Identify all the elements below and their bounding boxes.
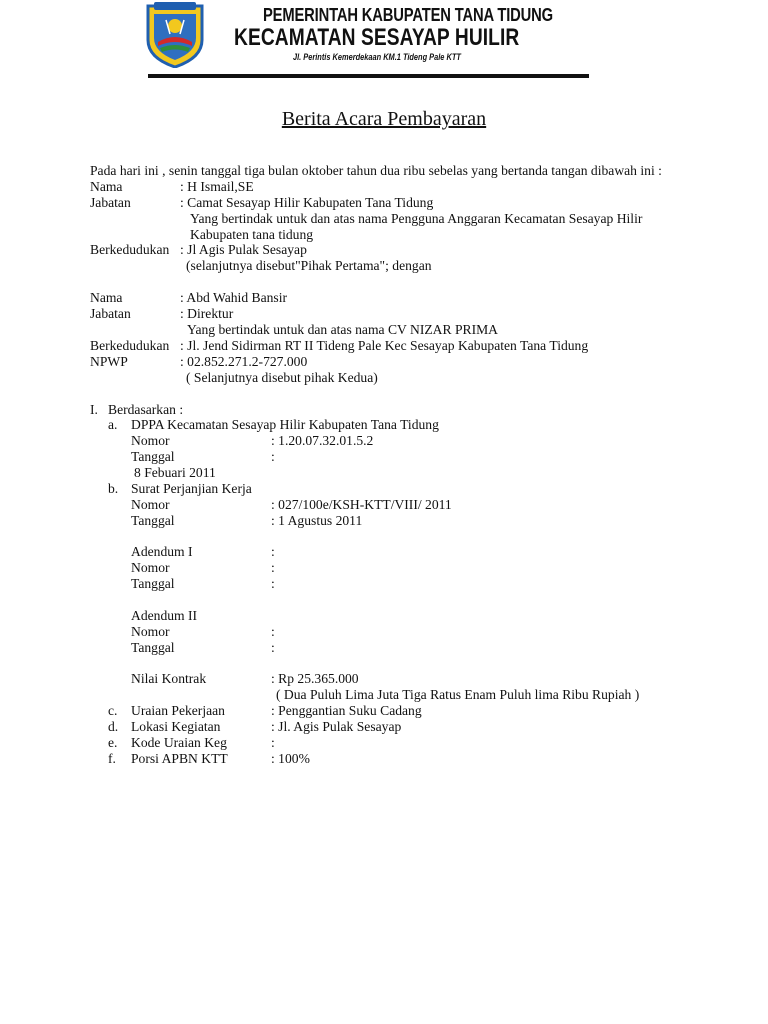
item-a-tanggal-label: Tanggal xyxy=(131,449,175,464)
party2-nama-value: : Abd Wahid Bansir xyxy=(180,290,288,305)
adendum1-colon: : xyxy=(271,544,275,559)
regency-crest-icon xyxy=(144,0,206,68)
party2-npwp-label: NPWP xyxy=(90,354,128,369)
party1-jabatan-label: Jabatan xyxy=(90,195,131,210)
item-b-tanggal-value: : 1 Agustus 2011 xyxy=(271,513,363,528)
adendum2-nomor-colon: : xyxy=(271,624,275,639)
document-title: Berita Acara Pembayaran xyxy=(281,108,487,130)
nilai-kontrak-words: ( Dua Puluh Lima Juta Tiga Ratus Enam Puluh lima Ribu Rupiah ) xyxy=(276,687,640,702)
header-government-line: PEMERINTAH KABUPATEN TANA TIDUNG xyxy=(263,5,553,25)
item-b-nomor-label: Nomor xyxy=(131,497,170,512)
party1-note: (selanjutnya disebut"Pihak Pertama"; dengan xyxy=(186,258,432,273)
section-number: I. xyxy=(90,402,98,417)
party2-jabatan-label: Jabatan xyxy=(90,306,131,321)
item-b-letter: b. xyxy=(108,481,119,496)
party1-jabatan-value: : Camat Sesayap Hilir Kabupaten Tana Tidung xyxy=(180,195,434,210)
section-label: Berdasarkan : xyxy=(108,402,184,417)
party1-jabatan-cont2: Kabupaten tana tidung xyxy=(190,227,314,242)
party1-jabatan-cont1: Yang bertindak untuk dan atas nama Pengguna Anggaran Kecamatan Sesayap Hilir xyxy=(190,211,643,226)
nilai-kontrak-value: : Rp 25.365.000 xyxy=(271,671,359,686)
adendum1-nomor-colon: : xyxy=(271,560,275,575)
intro-text: Pada hari ini , senin tanggal tiga bulan oktober tahun dua ribu sebelas yang bertanda tangan dibawah ini : xyxy=(90,163,662,178)
item-e-label: Kode Uraian Keg xyxy=(131,735,227,750)
party1-berkedudukan-label: Berkedudukan xyxy=(90,242,170,257)
item-a-nomor-value: : 1.20.07.32.01.5.2 xyxy=(271,433,374,448)
item-f-letter: f. xyxy=(108,751,116,766)
item-c-letter: c. xyxy=(108,703,118,718)
adendum1-nomor-label: Nomor xyxy=(131,560,170,575)
item-a-letter: a. xyxy=(108,417,118,432)
item-f-value: : 100% xyxy=(271,751,310,766)
item-d-label: Lokasi Kegiatan xyxy=(131,719,221,734)
item-a-nomor-label: Nomor xyxy=(131,433,170,448)
item-b-tanggal-label: Tanggal xyxy=(131,513,175,528)
item-d-letter: d. xyxy=(108,719,119,734)
party2-note: ( Selanjutnya disebut pihak Kedua) xyxy=(186,370,378,385)
header-rule xyxy=(148,74,589,78)
party2-jabatan-cont: Yang bertindak untuk dan atas nama CV NIZAR PRIMA xyxy=(187,322,498,337)
party2-jabatan-value: : Direktur xyxy=(180,306,234,321)
nilai-kontrak-label: Nilai Kontrak xyxy=(131,671,207,686)
header-address: Jl. Perintis Kemerdekaan KM.1 Tideng Pale KTT xyxy=(293,52,461,63)
item-b-nomor-value: : 027/100e/KSH-KTT/VIII/ 2011 xyxy=(271,497,452,512)
item-d-value: : Jl. Agis Pulak Sesayap xyxy=(271,719,402,734)
item-f-label: Porsi APBN KTT xyxy=(131,751,228,766)
adendum1-tanggal-colon: : xyxy=(271,576,275,591)
adendum2-nomor-label: Nomor xyxy=(131,624,170,639)
adendum2-label: Adendum II xyxy=(131,608,198,623)
adendum2-tanggal-colon: : xyxy=(271,640,275,655)
item-c-label: Uraian Pekerjaan xyxy=(131,703,225,718)
item-a-tanggal-value: 8 Febuari 2011 xyxy=(134,465,216,480)
adendum2-tanggal-label: Tanggal xyxy=(131,640,175,655)
party2-npwp-value: : 02.852.271.2-727.000 xyxy=(180,354,308,369)
party1-nama-label: Nama xyxy=(90,179,123,194)
item-a-label: DPPA Kecamatan Sesayap Hilir Kabupaten Tana Tidung xyxy=(131,417,439,432)
item-e-value: : xyxy=(271,735,275,750)
party2-berkedudukan-label: Berkedudukan xyxy=(90,338,170,353)
item-c-value: : Penggantian Suku Cadang xyxy=(271,703,422,718)
item-e-letter: e. xyxy=(108,735,118,750)
party2-berkedudukan-value: : Jl. Jend Sidirman RT II Tideng Pale Kec Sesayap Kabupaten Tana Tidung xyxy=(180,338,589,353)
item-a-tanggal-colon: : xyxy=(271,449,275,464)
header-district-line: KECAMATAN SESAYAP HUILIR xyxy=(234,24,520,51)
party1-berkedudukan-value: : Jl Agis Pulak Sesayap xyxy=(180,242,307,257)
party1-nama-value: : H Ismail,SE xyxy=(180,179,254,194)
adendum1-label: Adendum I xyxy=(131,544,193,559)
item-b-label: Surat Perjanjian Kerja xyxy=(131,481,252,496)
adendum1-tanggal-label: Tanggal xyxy=(131,576,175,591)
party2-nama-label: Nama xyxy=(90,290,123,305)
